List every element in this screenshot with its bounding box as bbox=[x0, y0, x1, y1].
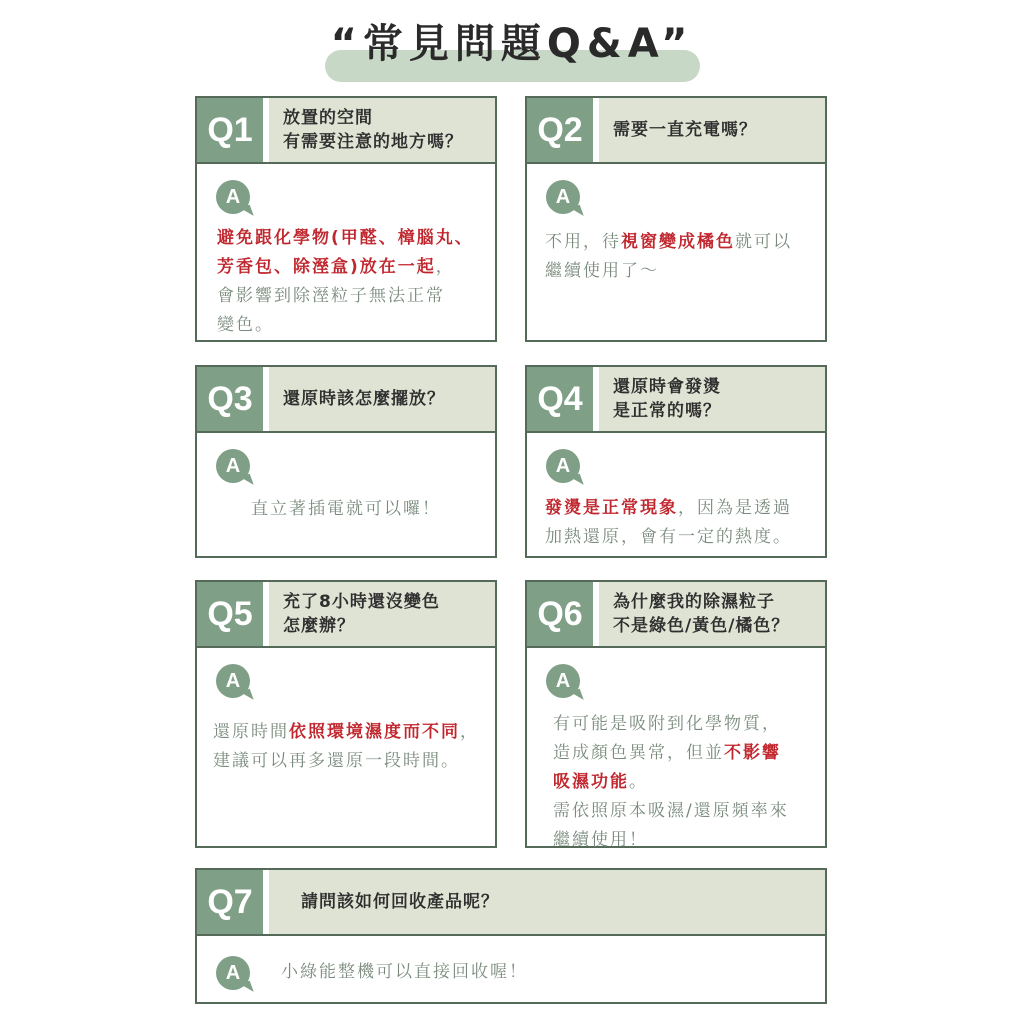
question-number-badge: Q4 bbox=[527, 367, 593, 431]
question-number-badge: Q5 bbox=[197, 582, 263, 646]
faq-question-header bbox=[197, 367, 495, 433]
answer-highlight: 不影響 bbox=[724, 743, 781, 763]
answer-bubble-icon: A bbox=[216, 956, 250, 990]
answer-highlight: 吸濕功能 bbox=[553, 772, 629, 792]
question-text: 還原時該怎麼擺放？ bbox=[283, 389, 445, 409]
answer-segment: 建議可以再多還原一段時間。 bbox=[213, 751, 460, 771]
answer-text bbox=[545, 228, 827, 286]
answer-segment: ，因為是透過 bbox=[678, 498, 792, 518]
answer-segment: 變色。 bbox=[217, 315, 274, 335]
faq-question-header bbox=[527, 582, 825, 648]
answer-bubble-icon: A bbox=[216, 664, 250, 698]
question-text: 請問該如何回收產品呢？ bbox=[301, 892, 499, 912]
question-number-badge: Q6 bbox=[527, 582, 593, 646]
answer-highlight: 發燙是正常現象 bbox=[545, 498, 678, 518]
answer-segment: 繼續使用！ bbox=[553, 830, 648, 850]
question-text: 還原時會發燙 是正常的嗎？ bbox=[613, 377, 721, 421]
faq-card-q6 bbox=[525, 580, 827, 848]
question-number-badge: Q3 bbox=[197, 367, 263, 431]
answer-segment: 。 bbox=[629, 772, 648, 792]
answer-segment: 會影響到除溼粒子無法正常 bbox=[217, 286, 445, 306]
answer-highlight: 依照環境濕度而不同 bbox=[289, 722, 460, 742]
answer-segment: 小綠能整機可以直接回收喔！ bbox=[281, 962, 528, 982]
answer-highlight: 芳香包、除溼盒)放在一起 bbox=[217, 257, 436, 277]
answer-text bbox=[545, 494, 829, 552]
answer-bubble-icon: A bbox=[216, 449, 250, 483]
faq-card-q4 bbox=[525, 365, 827, 558]
faq-card-q2 bbox=[525, 96, 827, 342]
faq-card-q7 bbox=[195, 868, 827, 1004]
answer-segment: ， bbox=[435, 257, 455, 277]
answer-text bbox=[251, 495, 491, 524]
question-number-badge: Q7 bbox=[197, 870, 263, 934]
answer-text bbox=[281, 958, 801, 987]
answer-bubble-icon: A bbox=[546, 180, 580, 214]
question-number-badge: Q1 bbox=[197, 98, 263, 162]
answer-segment: 直立著插電就可以囉！ bbox=[251, 499, 441, 519]
answer-segment: 加熱還原，會有一定的熱度。 bbox=[545, 527, 792, 547]
answer-text bbox=[217, 224, 497, 340]
answer-bubble-icon: A bbox=[546, 664, 580, 698]
answer-text bbox=[213, 718, 497, 776]
question-text: 放置的空間 有需要注意的地方嗎？ bbox=[283, 108, 463, 152]
answer-segment: 需依照原本吸濕/還原頻率來 bbox=[553, 801, 789, 821]
answer-segment: 有可能是吸附到化學物質， bbox=[553, 714, 781, 734]
answer-segment: ， bbox=[460, 722, 479, 742]
answer-segment: 不用，待 bbox=[545, 232, 621, 252]
faq-card-q5 bbox=[195, 580, 497, 848]
answer-bubble-icon: A bbox=[546, 449, 580, 483]
question-text: 需要一直充電嗎？ bbox=[613, 120, 757, 140]
answer-highlight: 視窗變成橘色 bbox=[621, 232, 735, 252]
answer-segment: 造成顏色異常，但並 bbox=[553, 743, 724, 763]
faq-card-q3 bbox=[195, 365, 497, 558]
faq-question-header bbox=[527, 367, 825, 433]
faq-question-header bbox=[527, 98, 825, 164]
answer-segment: 就可以 bbox=[735, 232, 792, 252]
faq-question-header bbox=[197, 98, 495, 164]
answer-highlight: 避免跟化學物(甲醛、樟腦丸、 bbox=[217, 228, 474, 248]
question-text: 充了8小時還沒變色 怎麼辦？ bbox=[283, 592, 440, 636]
question-text: 為什麼我的除濕粒子 不是綠色/黃色/橘色？ bbox=[613, 592, 790, 636]
faq-question-header bbox=[197, 582, 495, 648]
faq-card-q1 bbox=[195, 96, 497, 342]
answer-segment: 還原時間 bbox=[213, 722, 289, 742]
title-area bbox=[0, 14, 1024, 74]
answer-text bbox=[553, 710, 825, 855]
page-title: “常見問題Q&A” bbox=[330, 21, 694, 67]
faq-question-header bbox=[197, 870, 825, 936]
question-number-badge: Q2 bbox=[527, 98, 593, 162]
answer-bubble-icon: A bbox=[216, 180, 250, 214]
answer-segment: 繼續使用了～ bbox=[545, 261, 659, 281]
